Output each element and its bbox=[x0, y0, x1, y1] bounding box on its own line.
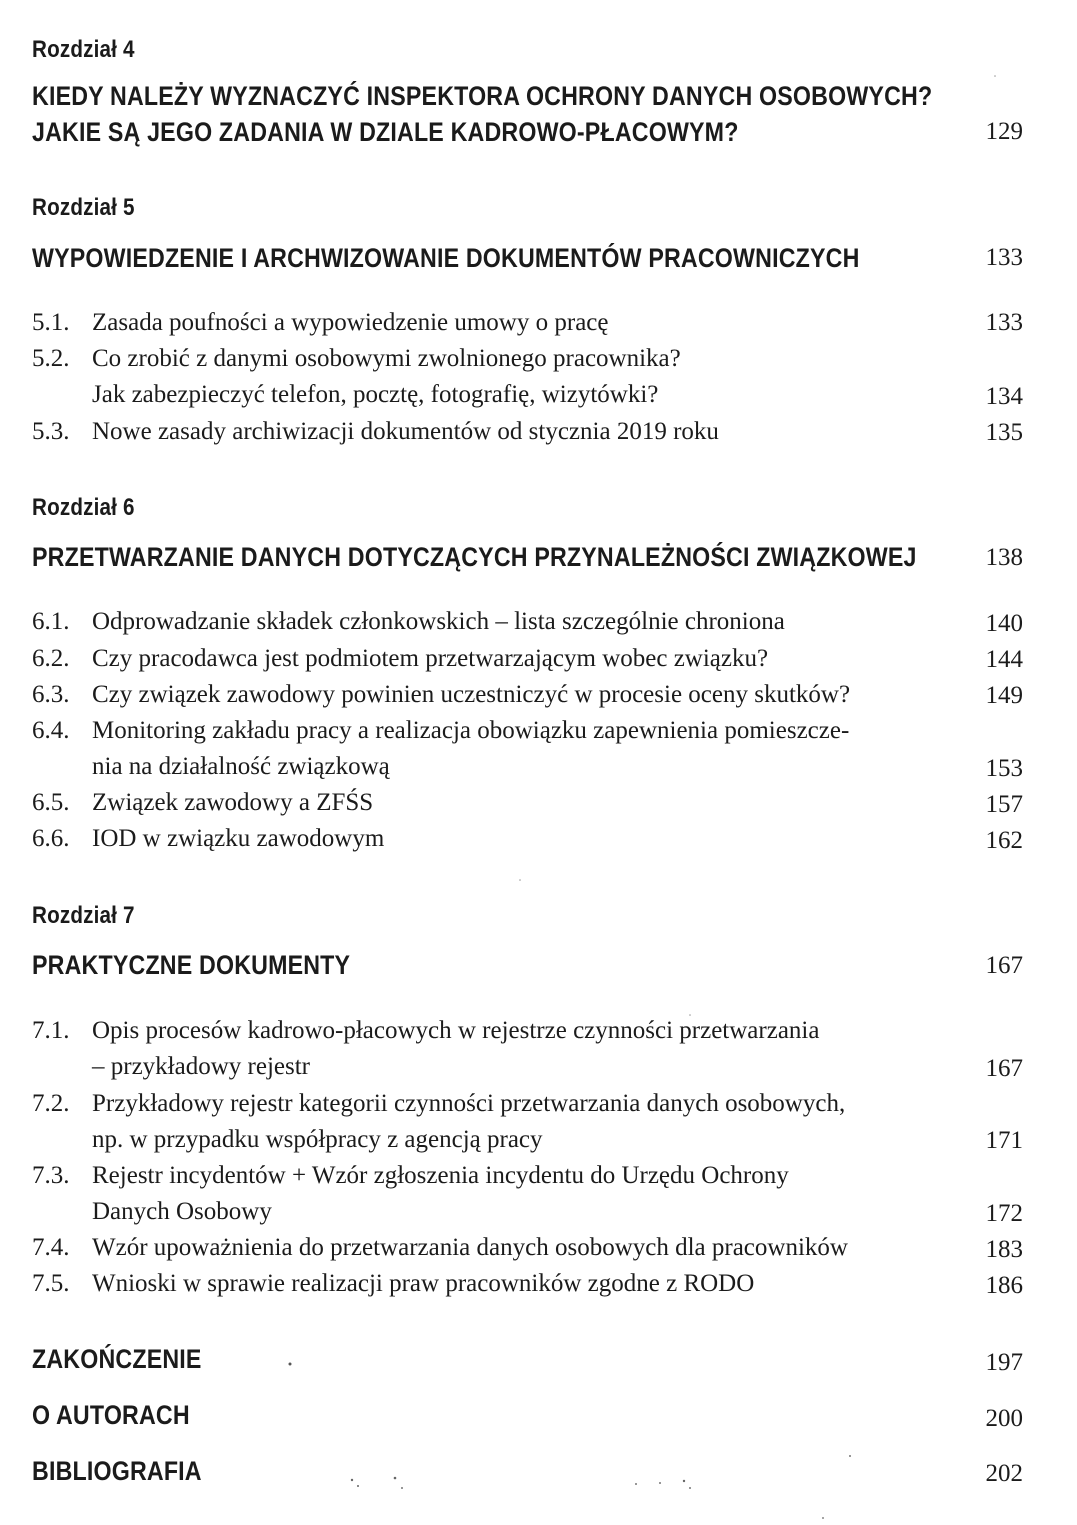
chapter-5-title: WYPOWIEDZENIE I ARCHWIZOWANIE DOKUMENTÓW PRACOWNICZYCH bbox=[32, 243, 860, 273]
toc-item-page: 172 bbox=[985, 1200, 1023, 1227]
chapter-6-page: 138 bbox=[985, 544, 1023, 571]
toc-item-page: 133 bbox=[985, 309, 1023, 336]
toc-item-text: nia na działalność związkową bbox=[92, 753, 390, 780]
toc-item-number: 6.3. bbox=[32, 681, 70, 708]
chapter-7-label: Rozdział 7 bbox=[32, 902, 135, 929]
toc-item-text: Odprowadzanie składek członkowskich – lista szczególnie chroniona bbox=[92, 608, 785, 635]
chapter-6-label: Rozdział 6 bbox=[32, 494, 135, 521]
toc-item-text: IOD w związku zawodowym bbox=[92, 825, 385, 852]
toc-item-text: – przykładowy rejestr bbox=[92, 1053, 310, 1080]
toc-item-number: 6.4. bbox=[32, 717, 70, 744]
toc-item-number: 6.5. bbox=[32, 789, 70, 816]
toc-item-text: np. w przypadku współpracy z agencją pracy bbox=[92, 1126, 543, 1153]
chapter-4-title-line2: JAKIE SĄ JEGO ZADANIA W DZIALE KADROWO-PŁACOWYM? bbox=[32, 117, 739, 147]
toc-item-page: 144 bbox=[985, 646, 1023, 673]
toc-item-number: 7.5. bbox=[32, 1270, 70, 1297]
toc-item-number: 6.2. bbox=[32, 645, 70, 672]
toc-item-text: Wzór upoważnienia do przetwarzania danych osobowych dla pracowników bbox=[92, 1234, 848, 1261]
chapter-4-label: Rozdział 4 bbox=[32, 36, 135, 63]
toc-item-text: Czy pracodawca jest podmiotem przetwarzającym wobec związku? bbox=[92, 645, 769, 672]
chapter-5-label: Rozdział 5 bbox=[32, 194, 135, 221]
chapter-6-title: PRZETWARZANIE DANYCH DOTYCZĄCYCH PRZYNALEŻNOŚCI ZWIĄZKOWEJ bbox=[32, 542, 917, 572]
toc-item-text: Danych Osobowy bbox=[92, 1198, 272, 1225]
toc-item-number: 5.2. bbox=[32, 345, 70, 372]
section-zakonczenie-title: ZAKOŃCZENIE bbox=[32, 1344, 202, 1374]
chapter-7-page: 167 bbox=[985, 952, 1023, 979]
toc-item-text: Przykładowy rejestr kategorii czynności przetwarzania danych osobowych, bbox=[92, 1090, 846, 1117]
toc-item-text: Monitoring zakładu pracy a realizacja obowiązku zapewnienia pomieszcze- bbox=[92, 717, 850, 744]
toc-item-page: 186 bbox=[985, 1272, 1023, 1299]
toc-item-text: Co zrobić z danymi osobowymi zwolnionego pracownika? bbox=[92, 345, 681, 372]
toc-item-text: Związek zawodowy a ZFŚS bbox=[92, 789, 374, 816]
toc-item-number: 7.1. bbox=[32, 1017, 70, 1044]
chapter-7-title: PRAKTYCZNE DOKUMENTY bbox=[32, 950, 351, 980]
toc-item-number: 5.3. bbox=[32, 418, 70, 445]
toc-item-text: Wnioski w sprawie realizacji praw pracowników zgodne z RODO bbox=[92, 1270, 755, 1297]
chapter-4-title-line1: KIEDY NALEŻY WYZNACZYĆ INSPEKTORA OCHRONY DANYCH OSOBOWYCH? bbox=[32, 81, 933, 111]
toc-item-page: 162 bbox=[985, 827, 1023, 854]
chapter-4-page: 129 bbox=[985, 118, 1023, 145]
section-bibliografia-page: 202 bbox=[985, 1460, 1023, 1487]
toc-item-page: 167 bbox=[985, 1055, 1023, 1082]
toc-item-page: 153 bbox=[985, 755, 1023, 782]
toc-item-text: Czy związek zawodowy powinien uczestniczyć w procesie oceny skutków? bbox=[92, 681, 851, 708]
toc-item-text: Nowe zasady archiwizacji dokumentów od stycznia 2019 roku bbox=[92, 418, 719, 445]
toc-item-number: 6.6. bbox=[32, 825, 70, 852]
toc-item-page: 183 bbox=[985, 1236, 1023, 1263]
toc-item-number: 7.3. bbox=[32, 1162, 70, 1189]
toc-item-page: 171 bbox=[985, 1127, 1023, 1154]
toc-item-page: 140 bbox=[985, 610, 1023, 637]
toc-item-number: 7.2. bbox=[32, 1090, 70, 1117]
toc-item-number: 7.4. bbox=[32, 1234, 70, 1261]
toc-item-page: 157 bbox=[985, 791, 1023, 818]
toc-item-page: 135 bbox=[985, 419, 1023, 446]
toc-item-text: Rejestr incydentów + Wzór zgłoszenia incydentu do Urzędu Ochrony bbox=[92, 1162, 789, 1189]
section-o-autorach-title: O AUTORACH bbox=[32, 1400, 190, 1430]
chapter-5-page: 133 bbox=[985, 244, 1023, 271]
section-o-autorach-page: 200 bbox=[985, 1405, 1023, 1432]
section-zakonczenie-page: 197 bbox=[985, 1349, 1023, 1376]
toc-item-page: 134 bbox=[985, 383, 1023, 410]
toc-item-number: 6.1. bbox=[32, 608, 70, 635]
toc-item-text: Jak zabezpieczyć telefon, pocztę, fotografię, wizytówki? bbox=[92, 381, 659, 408]
section-bibliografia-title: BIBLIOGRAFIA bbox=[32, 1456, 202, 1486]
toc-item-page: 149 bbox=[985, 682, 1023, 709]
toc-item-text: Opis procesów kadrowo-płacowych w rejestrze czynności przetwarzania bbox=[92, 1017, 820, 1044]
toc-item-number: 5.1. bbox=[32, 309, 70, 336]
toc-item-text: Zasada poufności a wypowiedzenie umowy o pracę bbox=[92, 309, 609, 336]
